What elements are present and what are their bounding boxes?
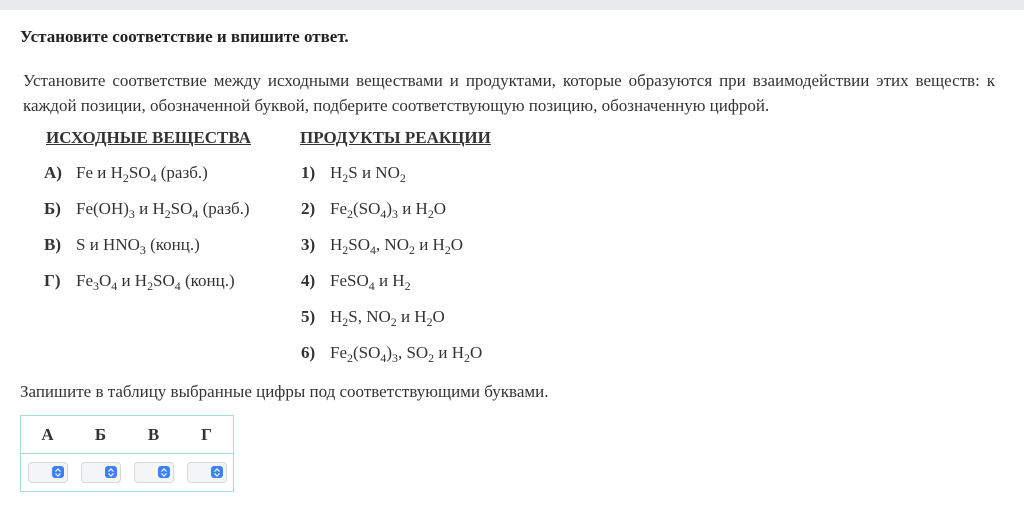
answer-column-v: В xyxy=(147,424,160,444)
product-number: 2) xyxy=(301,199,316,218)
reactant-formula: S и $HNO_3$ (конц.) xyxy=(76,235,200,258)
answer-select-b[interactable] xyxy=(81,462,121,483)
reactant-row xyxy=(44,235,200,258)
product-row xyxy=(301,271,411,294)
product-formula: $Fe_2(SO_4)_3$ и $H_2O$ xyxy=(330,199,447,222)
reactant-row xyxy=(44,271,235,294)
top-bar xyxy=(0,0,1024,10)
answer-select-g[interactable] xyxy=(187,462,227,483)
answer-table xyxy=(20,415,234,492)
product-row xyxy=(301,343,483,366)
answer-cell-b xyxy=(74,454,127,492)
answer-column-b: Б xyxy=(94,424,107,444)
answer-cell-v xyxy=(127,454,180,492)
select-arrows-icon xyxy=(105,466,117,478)
product-formula: $H_2S$ и $NO_2$ xyxy=(330,163,406,186)
product-formula: $H_2SO_4$, $NO_2$ и $H_2O$ xyxy=(330,235,464,258)
reactant-formula: $Fe(OH)_3$ и $H_2SO_4$ (разб.) xyxy=(76,199,250,222)
reactant-letter: Б) xyxy=(44,199,61,218)
select-arrows-icon xyxy=(211,466,223,478)
select-arrows-icon xyxy=(52,466,64,478)
task-title: Установите соответствие и впишите ответ. xyxy=(20,27,349,46)
reactant-row xyxy=(44,199,250,222)
answer-prompt: Запишите в таблицу выбранные цифры под соответствующими буквами. xyxy=(20,382,549,401)
product-row xyxy=(301,199,447,222)
answer-select-a[interactable] xyxy=(28,462,68,483)
products-header: ПРОДУКТЫ РЕАКЦИИ xyxy=(300,128,491,147)
product-number: 5) xyxy=(301,307,316,326)
reactant-formula: Fe и $H_2SO_4$ (разб.) xyxy=(76,163,208,186)
answer-cell-a xyxy=(21,454,75,492)
answer-column-a: А xyxy=(41,424,54,444)
reactant-letter: Г) xyxy=(44,271,61,290)
product-row xyxy=(301,163,406,186)
product-number: 4) xyxy=(301,271,316,290)
product-formula: FeSO$_4$ и $H_2$ xyxy=(330,271,411,294)
answer-column-g: Г xyxy=(201,424,212,444)
product-row xyxy=(301,235,464,258)
product-formula: $H_2S$, $NO_2$ и $H_2O$ xyxy=(330,307,445,330)
product-formula: $Fe_2(SO_4)_3$, $SO_2$ и $H_2O$ xyxy=(330,343,483,366)
reactant-letter: В) xyxy=(44,235,61,254)
product-number: 3) xyxy=(301,235,316,254)
reactant-formula: $Fe_3O_4$ и $H_2SO_4$ (конц.) xyxy=(76,271,235,294)
task-instruction: Установите соответствие между исходными веществами и продуктами, которые образуются при взаимодействии этих веществ: к каждой позиции, обозначенной буквой, подберите соответствующую позицию, обозначенную цифрой. xyxy=(23,71,995,115)
product-number: 1) xyxy=(301,163,316,182)
product-number: 6) xyxy=(301,343,316,362)
answer-select-v[interactable] xyxy=(134,462,174,483)
reactants-header: ИСХОДНЫЕ ВЕЩЕСТВА xyxy=(46,128,251,147)
reactant-letter: А) xyxy=(44,163,62,182)
reactant-row xyxy=(44,163,208,186)
product-row xyxy=(301,307,445,330)
answer-cell-g xyxy=(180,454,234,492)
select-arrows-icon xyxy=(158,466,170,478)
